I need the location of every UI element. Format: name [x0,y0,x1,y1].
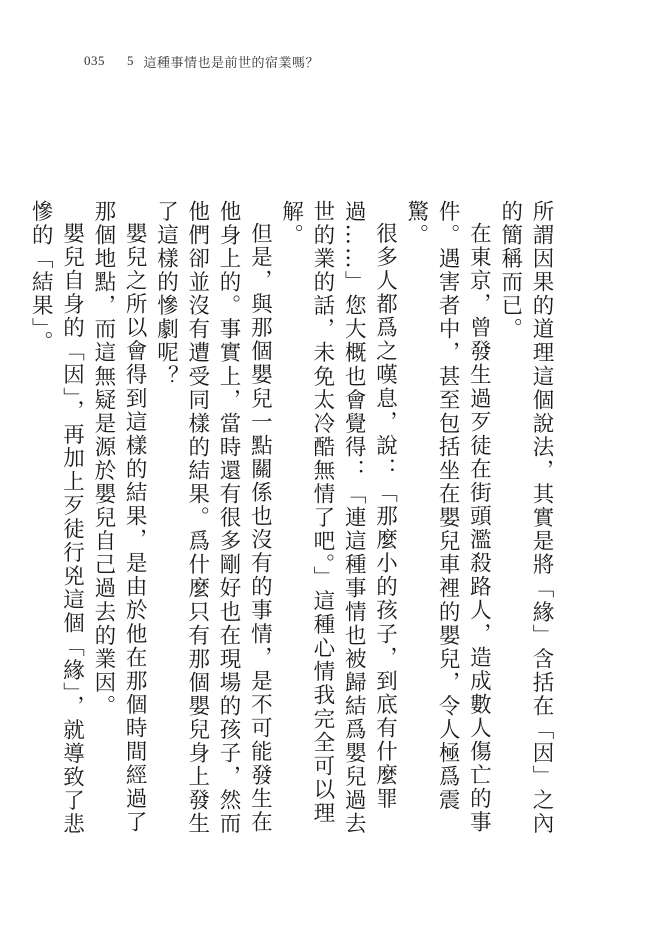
running-header [84,50,319,72]
paragraph: 但是，與那個嬰兒一點關係也沒有的事情，是不可能發生在他身上的。事實上，當時還有很多剛好也在現場的孩子，然而他們卻並沒有遭受同樣的結果。爲什麼只有那個嬰兒身上發生了這樣的慘劇呢？ [153,200,273,836]
chapter-title: 這種事情也是前世的宿業嗎？ [143,54,320,70]
page-number: 035 [84,53,105,68]
paragraph: 很多人都爲之嘆息，說：「那麼小的孩子，到底有什麼罪過……」您大概也會覺得：「連這種事情也被歸結爲嬰兒過去世的業的話，未免太冷酷無情了吧。」這種心情我完全可以理解。 [278,200,398,836]
chapter-number: 5 [127,53,134,68]
paragraph: 在東京，曾發生過歹徒在街頭濫殺路人，造成數人傷亡的事件。遇害者中，甚至包括坐在嬰兒車裡的嬰兒，令人極爲震驚。 [403,200,492,834]
paragraph: 所謂因果的道理這個說法，其實是將「緣」含括在「因」之內的簡稱而已。 [497,200,554,836]
paragraph: 嬰兒之所以會得到這樣的結果，是由於他在那個時間經過了那個地點，而這無疑是源於嬰兒自己過去的業因。 [90,200,148,834]
paragraph: 嬰兒自身的「因」，再加上歹徒行兇這個「緣」，就導致了悲慘的「結果」。 [28,200,85,836]
vertical-body-text [28,200,557,840]
